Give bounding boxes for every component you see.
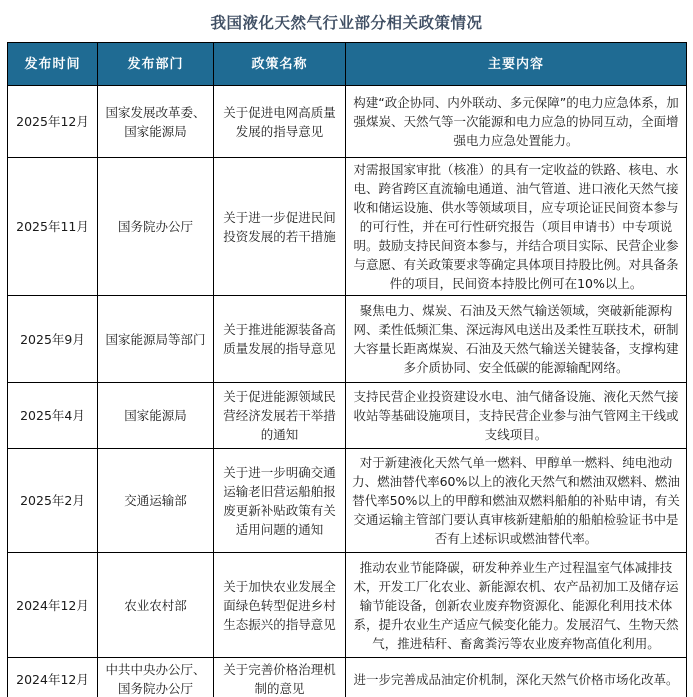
cell-publish-date: 2025年9月 [8, 296, 98, 383]
table-header [8, 43, 687, 86]
table-row [8, 553, 687, 658]
cell-publish-date: 2025年11月 [8, 158, 98, 296]
cell-main-content: 进一步完善成品油定价机制，深化天然气价格市场化改革。 [346, 658, 687, 697]
cell-department: 国家发展改革委、国家能源局 [98, 86, 214, 158]
table-row [8, 658, 687, 697]
cell-policy-name: 关于促进电网高质量发展的指导意见 [214, 86, 346, 158]
cell-policy-name: 关于加快农业发展全面绿色转型促进乡村生态振兴的指导意见 [214, 553, 346, 658]
table-row [8, 296, 687, 383]
header-cell-main-content: 主要内容 [346, 43, 687, 86]
cell-publish-date: 2025年2月 [8, 449, 98, 553]
cell-publish-date: 2024年12月 [8, 553, 98, 658]
table-row [8, 158, 687, 296]
cell-department: 国家能源局 [98, 383, 214, 449]
page-title: 我国液化天然气行业部分相关政策情况 [210, 14, 483, 32]
policy-table [7, 42, 687, 697]
table-row [8, 449, 687, 553]
cell-main-content: 对需报国家审批（核准）的具有一定收益的铁路、核电、水电、跨省跨区直流输电通道、油气管道、进口液化天然气接收和储运设施、供水等领域项目，应专项论证民间资本参与的可行性，并在可行性研究报告（项目申请书）中专项说明。鼓励支持民间资本参与，并结合项目实际、民营企业参与意愿、有关政策要求等确定具体项目持股比例。对具备条件的项目，民间资本持股比例可在10%以上。 [346, 158, 687, 296]
cell-department: 中共中央办公厅、国务院办公厅 [98, 658, 214, 697]
cell-publish-date: 2025年4月 [8, 383, 98, 449]
cell-policy-name: 关于完善价格治理机制的意见 [214, 658, 346, 697]
table-body [8, 86, 687, 697]
cell-policy-name: 关于促进能源领域民营经济发展若干举措的通知 [214, 383, 346, 449]
table-row [8, 383, 687, 449]
cell-main-content: 推动农业节能降碳，研发种养业生产过程温室气体减排技术，开发工厂化农业、新能源农机、农产品初加工及储存运输节能设备，创新农业废弃物资源化、能源化利用技术体系，提升农业生产适应气候变化能力。发展沼气、生物天然气，推进秸秆、畜禽粪污等农业废弃物高值化利用。 [346, 553, 687, 658]
cell-publish-date: 2024年12月 [8, 658, 98, 697]
cell-main-content: 聚焦电力、煤炭、石油及天然气输送领域，突破新能源构网、柔性低频汇集、深远海风电送出及柔性互联技术，研制大容量长距离煤炭、石油及天然气输送关键装备，支撑构建多介质协同、安全低碳的能源输配网络。 [346, 296, 687, 383]
cell-policy-name: 关于推进能源装备高质量发展的指导意见 [214, 296, 346, 383]
cell-department: 农业农村部 [98, 553, 214, 658]
cell-main-content: 支持民营企业投资建设水电、油气储备设施、液化天然气接收站等基础设施项目，支持民营企业参与油气管网主干线或支线项目。 [346, 383, 687, 449]
header-cell-department: 发布部门 [98, 43, 214, 86]
cell-main-content: 对于新建液化天然气单一燃料、甲醇单一燃料、纯电池动力、燃油替代率60%以上的液化天然气和燃油双燃料、燃油替代率50%以上的甲醇和燃油双燃料船舶的补贴申请，有关交通运输主管部门要认真审核新建船舶的船舶检验证书中是否有上述标识或燃油替代率。 [346, 449, 687, 553]
cell-department: 国家能源局等部门 [98, 296, 214, 383]
header-cell-policy-name: 政策名称 [214, 43, 346, 86]
cell-main-content: 构建“政企协同、内外联动、多元保障”的电力应急体系，加强煤炭、天然气等一次能源和电力应急的协同互动，全面增强电力应急处置能力。 [346, 86, 687, 158]
cell-publish-date: 2025年12月 [8, 86, 98, 158]
header-row [8, 43, 687, 86]
cell-policy-name: 关于进一步明确交通运输老旧营运船舶报废更新补贴政策有关适用问题的通知 [214, 449, 346, 553]
cell-department: 交通运输部 [98, 449, 214, 553]
header-cell-publish-date: 发布时间 [8, 43, 98, 86]
cell-department: 国务院办公厅 [98, 158, 214, 296]
table-row [8, 86, 687, 158]
cell-policy-name: 关于进一步促进民间投资发展的若干措施 [214, 158, 346, 296]
